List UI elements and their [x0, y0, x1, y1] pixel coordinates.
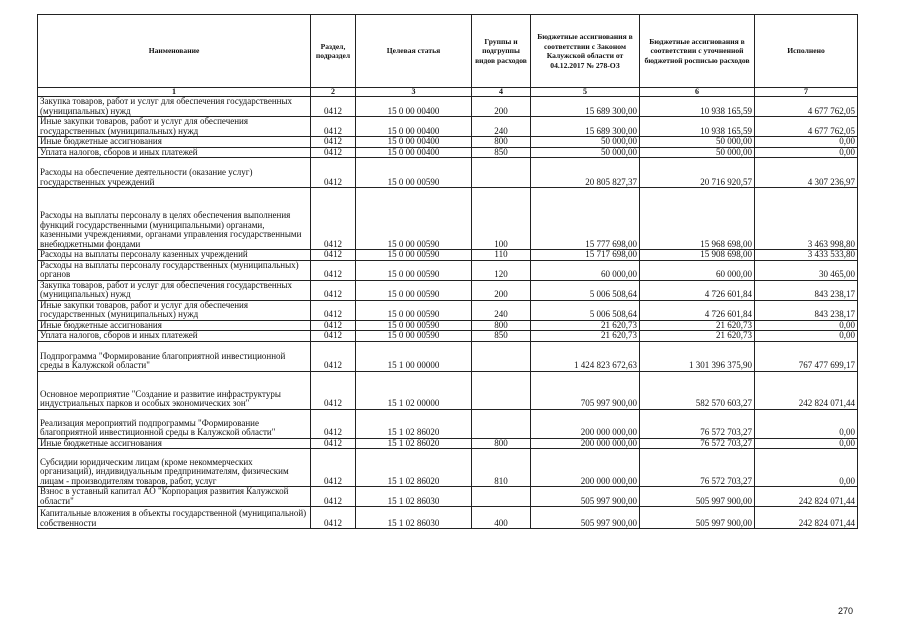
cell-target-article: 15 0 00 00590 [356, 280, 472, 300]
cell-target-article: 15 0 00 00590 [356, 331, 472, 342]
cell-law-allocation: 200 000 000,00 [531, 409, 640, 438]
cell-law-allocation: 15 717 698,00 [531, 250, 640, 261]
cell-law-allocation: 200 000 000,00 [531, 438, 640, 449]
cell-name: Закупка товаров, работ и услуг для обеспечения государственных (муниципальных) нужд [38, 97, 311, 117]
table-row [38, 260, 858, 280]
cell-name: Уплата налогов, сборов и иных платежей [38, 331, 311, 342]
cell-target-article: 15 0 00 00590 [356, 260, 472, 280]
cell-law-allocation: 21 620,73 [531, 320, 640, 331]
header-executed: Исполнено [755, 15, 858, 88]
table-row [38, 300, 858, 320]
cell-revised-allocation: 1 301 396 375,90 [640, 341, 755, 371]
cell-expense-group: 810 [472, 449, 531, 487]
cell-name: Иные бюджетные ассигнования [38, 438, 311, 449]
cell-target-article: 15 1 02 86020 [356, 438, 472, 449]
header-revised-allocations: Бюджетные ассигнования в соответствии с уточненной бюджетной росписью расходов [640, 15, 755, 88]
cell-executed: 242 824 071,44 [755, 371, 858, 409]
cell-section: 0412 [311, 280, 356, 300]
cell-expense-group: 120 [472, 260, 531, 280]
cell-executed: 0,00 [755, 137, 858, 148]
table-row [38, 250, 858, 261]
cell-target-article: 15 0 00 00400 [356, 117, 472, 137]
cell-section: 0412 [311, 449, 356, 487]
cell-law-allocation: 1 424 823 672,63 [531, 341, 640, 371]
table-body [38, 97, 858, 529]
cell-expense-group: 100 [472, 188, 531, 250]
cell-expense-group [472, 409, 531, 438]
cell-section: 0412 [311, 371, 356, 409]
cell-name: Субсидии юридическим лицам (кроме некоммерческих организаций), индивидуальным предпринимателям, физическим лицам - производителям товаров, работ, услуг [38, 449, 311, 487]
cell-executed: 4 677 762,05 [755, 97, 858, 117]
header-law-allocations: Бюджетные ассигнования в соответствии с Законом Калужской области от 04.12.2017 № 278-ОЗ [531, 15, 640, 88]
cell-revised-allocation: 4 726 601,84 [640, 300, 755, 320]
cell-revised-allocation: 50 000,00 [640, 137, 755, 148]
cell-expense-group: 800 [472, 320, 531, 331]
cell-name: Реализация мероприятий подпрограммы "Формирование благоприятной инвестиционной среды в Калужской области" [38, 409, 311, 438]
cell-expense-group: 200 [472, 280, 531, 300]
cell-revised-allocation: 50 000,00 [640, 147, 755, 158]
cell-revised-allocation: 10 938 165,59 [640, 117, 755, 137]
cell-target-article: 15 0 00 00400 [356, 147, 472, 158]
table-row [38, 331, 858, 342]
cell-section: 0412 [311, 250, 356, 261]
cell-target-article: 15 0 00 00590 [356, 158, 472, 188]
cell-target-article: 15 0 00 00590 [356, 300, 472, 320]
cell-revised-allocation: 21 620,73 [640, 320, 755, 331]
cell-executed: 0,00 [755, 147, 858, 158]
cell-revised-allocation: 10 938 165,59 [640, 97, 755, 117]
table-row [38, 409, 858, 438]
table-row [38, 320, 858, 331]
cell-expense-group: 850 [472, 331, 531, 342]
cell-expense-group [472, 341, 531, 371]
cell-target-article: 15 0 00 00400 [356, 137, 472, 148]
cell-target-article: 15 1 02 86020 [356, 409, 472, 438]
cell-law-allocation: 50 000,00 [531, 137, 640, 148]
cell-target-article: 15 1 02 86020 [356, 449, 472, 487]
cell-revised-allocation: 15 968 698,00 [640, 188, 755, 250]
cell-expense-group: 240 [472, 300, 531, 320]
column-number: 4 [472, 88, 531, 97]
cell-section: 0412 [311, 260, 356, 280]
cell-executed: 843 238,17 [755, 300, 858, 320]
page-number: 270 [837, 606, 853, 616]
header-expense-groups: Группы и подгруппы видов расходов [472, 15, 531, 88]
cell-expense-group: 400 [472, 507, 531, 529]
table-row [38, 117, 858, 137]
cell-name: Иные бюджетные ассигнования [38, 137, 311, 148]
cell-target-article: 15 1 02 86030 [356, 507, 472, 529]
cell-executed: 0,00 [755, 409, 858, 438]
cell-executed: 0,00 [755, 320, 858, 331]
cell-section: 0412 [311, 331, 356, 342]
cell-revised-allocation: 76 572 703,27 [640, 449, 755, 487]
column-number: 6 [640, 88, 755, 97]
cell-revised-allocation: 15 908 698,00 [640, 250, 755, 261]
cell-law-allocation: 60 000,00 [531, 260, 640, 280]
cell-section: 0412 [311, 341, 356, 371]
cell-section: 0412 [311, 137, 356, 148]
header-name: Наименование [38, 15, 311, 88]
cell-section: 0412 [311, 188, 356, 250]
cell-law-allocation: 50 000,00 [531, 147, 640, 158]
cell-target-article: 15 0 00 00400 [356, 97, 472, 117]
cell-executed: 4 677 762,05 [755, 117, 858, 137]
column-number: 1 [38, 88, 311, 97]
cell-name: Иные закупки товаров, работ и услуг для обеспечения государственных (муниципальных) нужд [38, 117, 311, 137]
table-row [38, 188, 858, 250]
cell-revised-allocation: 21 620,73 [640, 331, 755, 342]
cell-name: Подпрограмма "Формирование благоприятной инвестиционной среды в Калужской области" [38, 341, 311, 371]
cell-executed: 0,00 [755, 331, 858, 342]
table-row [38, 449, 858, 487]
cell-revised-allocation: 76 572 703,27 [640, 409, 755, 438]
cell-section: 0412 [311, 487, 356, 507]
header-section: Раздел, подраздел [311, 15, 356, 88]
cell-expense-group: 850 [472, 147, 531, 158]
table-row [38, 371, 858, 409]
column-number: 5 [531, 88, 640, 97]
cell-expense-group: 200 [472, 97, 531, 117]
table-row [38, 147, 858, 158]
cell-expense-group: 800 [472, 137, 531, 148]
cell-executed: 4 307 236,97 [755, 158, 858, 188]
cell-section: 0412 [311, 147, 356, 158]
cell-name: Основное мероприятие "Создание и развитие инфраструктуры индустриальных парков и особых экономических зон" [38, 371, 311, 409]
column-number: 3 [356, 88, 472, 97]
cell-target-article: 15 0 00 00590 [356, 320, 472, 331]
cell-executed: 843 238,17 [755, 280, 858, 300]
cell-revised-allocation: 20 716 920,57 [640, 158, 755, 188]
header-target-article: Целевая статья [356, 15, 472, 88]
table-row [38, 507, 858, 529]
cell-executed: 30 465,00 [755, 260, 858, 280]
table-row [38, 97, 858, 117]
cell-section: 0412 [311, 409, 356, 438]
column-number-row [38, 88, 858, 97]
cell-section: 0412 [311, 97, 356, 117]
cell-revised-allocation: 505 997 900,00 [640, 507, 755, 529]
cell-law-allocation: 200 000 000,00 [531, 449, 640, 487]
cell-law-allocation: 705 997 900,00 [531, 371, 640, 409]
cell-law-allocation: 505 997 900,00 [531, 487, 640, 507]
cell-revised-allocation: 60 000,00 [640, 260, 755, 280]
cell-executed: 0,00 [755, 449, 858, 487]
table-row [38, 487, 858, 507]
column-number: 7 [755, 88, 858, 97]
cell-executed: 0,00 [755, 438, 858, 449]
cell-section: 0412 [311, 507, 356, 529]
cell-name: Расходы на выплаты персоналу государственных (муниципальных) органов [38, 260, 311, 280]
cell-name: Взнос в уставный капитал АО "Корпорация развития Калужской области" [38, 487, 311, 507]
table-row [38, 280, 858, 300]
table-row [38, 341, 858, 371]
cell-name: Расходы на выплаты персоналу в целях обеспечения выполнения функций государственными (муниципальными) органами, казенными учреждениями, органами управления государственными внебюджетными фондами [38, 188, 311, 250]
cell-revised-allocation: 505 997 900,00 [640, 487, 755, 507]
cell-name: Закупка товаров, работ и услуг для обеспечения государственных (муниципальных) нужд [38, 280, 311, 300]
cell-law-allocation: 15 777 698,00 [531, 188, 640, 250]
cell-law-allocation: 5 006 508,64 [531, 300, 640, 320]
cell-executed: 767 477 699,17 [755, 341, 858, 371]
cell-expense-group [472, 158, 531, 188]
cell-name: Расходы на обеспечение деятельности (оказание услуг) государственных учреждений [38, 158, 311, 188]
cell-name: Расходы на выплаты персоналу казенных учреждений [38, 250, 311, 261]
cell-expense-group: 800 [472, 438, 531, 449]
cell-section: 0412 [311, 320, 356, 331]
cell-law-allocation: 5 006 508,64 [531, 280, 640, 300]
cell-revised-allocation: 76 572 703,27 [640, 438, 755, 449]
cell-target-article: 15 1 02 00000 [356, 371, 472, 409]
cell-target-article: 15 0 00 00590 [356, 188, 472, 250]
cell-law-allocation: 505 997 900,00 [531, 507, 640, 529]
table-row [38, 438, 858, 449]
budget-table [37, 14, 858, 529]
cell-section: 0412 [311, 300, 356, 320]
cell-revised-allocation: 4 726 601,84 [640, 280, 755, 300]
cell-executed: 3 433 533,80 [755, 250, 858, 261]
column-number: 2 [311, 88, 356, 97]
cell-law-allocation: 15 689 300,00 [531, 117, 640, 137]
cell-name: Уплата налогов, сборов и иных платежей [38, 147, 311, 158]
header-row [38, 15, 858, 88]
cell-target-article: 15 1 00 00000 [356, 341, 472, 371]
cell-name: Иные закупки товаров, работ и услуг для обеспечения государственных (муниципальных) нужд [38, 300, 311, 320]
cell-expense-group: 240 [472, 117, 531, 137]
cell-executed: 242 824 071,44 [755, 487, 858, 507]
cell-expense-group [472, 487, 531, 507]
cell-target-article: 15 1 02 86030 [356, 487, 472, 507]
cell-name: Капитальные вложения в объекты государственной (муниципальной) собственности [38, 507, 311, 529]
cell-expense-group: 110 [472, 250, 531, 261]
cell-law-allocation: 15 689 300,00 [531, 97, 640, 117]
cell-section: 0412 [311, 117, 356, 137]
cell-revised-allocation: 582 570 603,27 [640, 371, 755, 409]
cell-law-allocation: 21 620,73 [531, 331, 640, 342]
cell-executed: 242 824 071,44 [755, 507, 858, 529]
cell-law-allocation: 20 805 827,37 [531, 158, 640, 188]
cell-executed: 3 463 998,80 [755, 188, 858, 250]
cell-target-article: 15 0 00 00590 [356, 250, 472, 261]
table-row [38, 137, 858, 148]
cell-name: Иные бюджетные ассигнования [38, 320, 311, 331]
cell-expense-group [472, 371, 531, 409]
table-row [38, 158, 858, 188]
cell-section: 0412 [311, 158, 356, 188]
cell-section: 0412 [311, 438, 356, 449]
